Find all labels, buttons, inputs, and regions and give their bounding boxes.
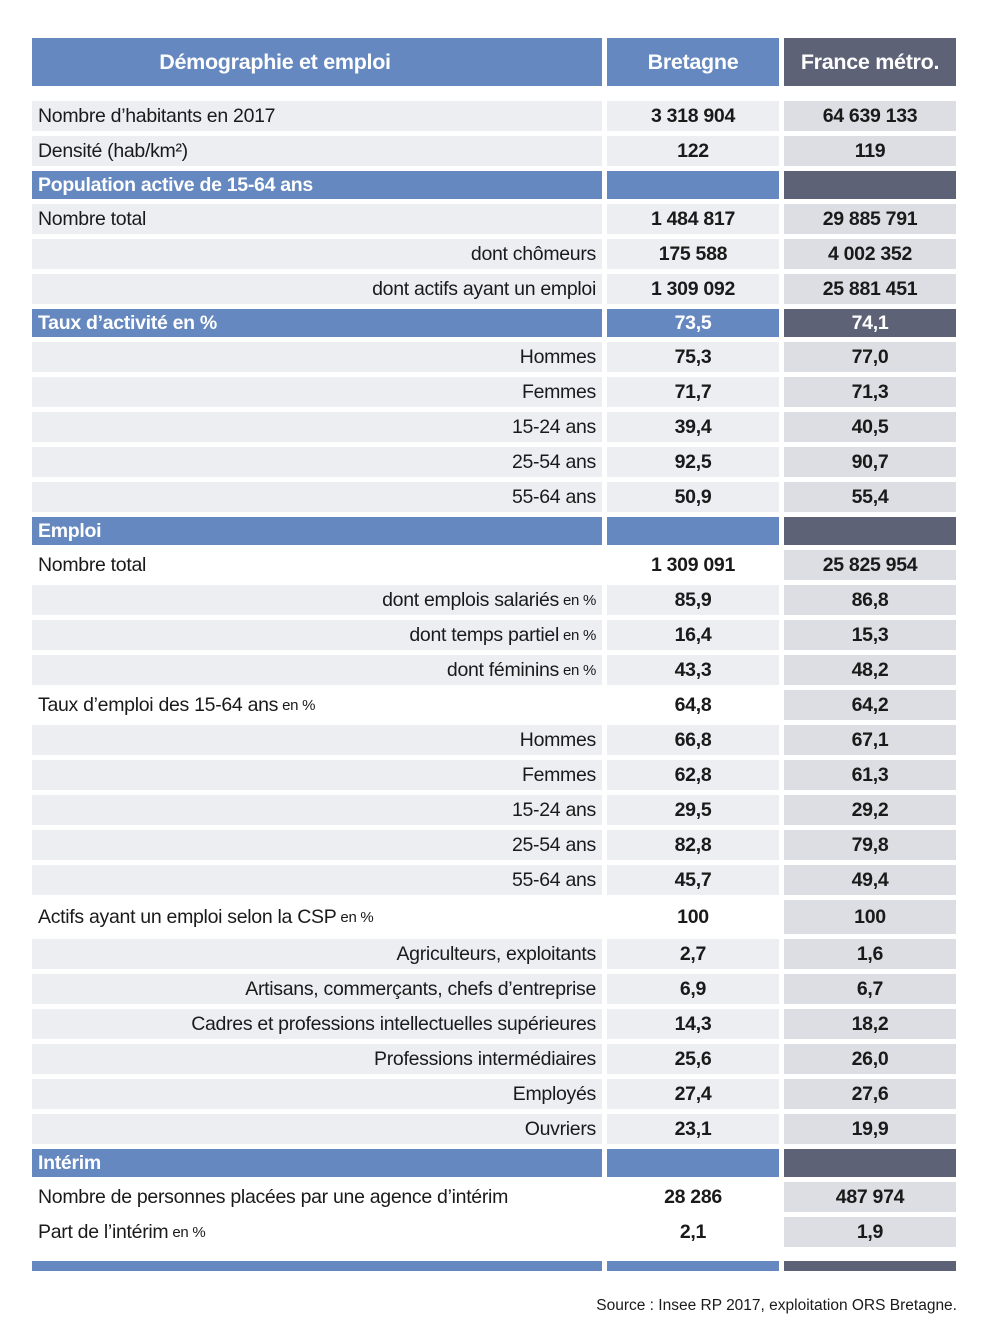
france-value: 26,0 [784, 1044, 956, 1074]
bretagne-value: 29,5 [607, 795, 779, 825]
row-label-text: Employés [512, 1082, 596, 1105]
bretagne-value: 27,4 [607, 1079, 779, 1109]
table-row [32, 1009, 956, 1039]
row-label [32, 690, 602, 720]
table-row [32, 760, 956, 790]
row-label [32, 974, 602, 1004]
table-row [32, 1114, 956, 1144]
table-row [32, 795, 956, 825]
bretagne-value: 73,5 [607, 309, 779, 337]
column-header-france: France métro. [784, 38, 956, 86]
bretagne-value [607, 517, 779, 545]
row-label-text: Nombre total [38, 553, 147, 576]
row-label [32, 1114, 602, 1144]
table-row [32, 1217, 956, 1247]
table-row [32, 101, 956, 131]
row-label-text: Taux d’activité en % [38, 311, 217, 334]
bretagne-value: 75,3 [607, 342, 779, 372]
table-row [32, 830, 956, 860]
row-label-text: Professions intermédiaires [374, 1047, 596, 1070]
france-value: 40,5 [784, 412, 956, 442]
bretagne-value: 122 [607, 136, 779, 166]
france-value [784, 171, 956, 199]
table-row [32, 550, 956, 580]
table-row [32, 482, 956, 512]
row-label-text: 55-64 ans [511, 485, 596, 508]
table-row [32, 939, 956, 969]
bretagne-value [607, 171, 779, 199]
table-row [32, 1182, 956, 1212]
bretagne-value: 43,3 [607, 655, 779, 685]
france-value: 29,2 [784, 795, 956, 825]
france-value: 4 002 352 [784, 239, 956, 269]
footer-bar-label [32, 1261, 602, 1271]
table-footer-bar [32, 1261, 956, 1271]
france-value [784, 517, 956, 545]
france-value: 71,3 [784, 377, 956, 407]
bretagne-value: 100 [607, 900, 779, 934]
table-row [32, 274, 956, 304]
bretagne-value: 85,9 [607, 585, 779, 615]
bretagne-value: 16,4 [607, 620, 779, 650]
row-label-text: Femmes [521, 763, 596, 786]
row-label [32, 377, 602, 407]
table-row [32, 239, 956, 269]
row-label-text: Artisans, commerçants, chefs d’entreprise [245, 977, 596, 1000]
row-label [32, 760, 602, 790]
row-unit: en % [340, 908, 374, 926]
section-row [32, 517, 956, 545]
bretagne-value: 39,4 [607, 412, 779, 442]
france-value: 74,1 [784, 309, 956, 337]
row-label-text: Taux d’emploi des 15-64 ans [38, 693, 279, 716]
row-label-text: Intérim [38, 1151, 101, 1174]
row-label-text: 55-64 ans [511, 868, 596, 891]
row-label-text: Part de l’intérim [38, 1220, 169, 1243]
bretagne-value: 6,9 [607, 974, 779, 1004]
row-unit: en % [563, 591, 596, 609]
table-row [32, 204, 956, 234]
row-label-text: Emploi [38, 519, 102, 542]
row-label [32, 1217, 602, 1247]
row-label [32, 101, 602, 131]
row-label-text: dont emplois salariés [382, 588, 559, 611]
table-row [32, 725, 956, 755]
row-label [32, 447, 602, 477]
table-row [32, 865, 956, 895]
table-body [32, 101, 956, 1247]
section-label [32, 171, 602, 199]
row-label [32, 655, 602, 685]
france-value: 25 881 451 [784, 274, 956, 304]
france-value: 90,7 [784, 447, 956, 477]
section-row [32, 171, 956, 199]
table-header-row [32, 38, 956, 86]
france-value: 1,6 [784, 939, 956, 969]
table-title: Démographie et emploi [32, 38, 602, 86]
row-label [32, 725, 602, 755]
france-value: 55,4 [784, 482, 956, 512]
bretagne-value: 62,8 [607, 760, 779, 790]
table-row [32, 900, 956, 934]
france-value: 49,4 [784, 865, 956, 895]
row-label [32, 482, 602, 512]
row-label [32, 900, 602, 934]
row-label [32, 795, 602, 825]
row-unit: en % [282, 696, 316, 714]
table-row [32, 342, 956, 372]
bretagne-value: 66,8 [607, 725, 779, 755]
row-label-text: dont féminins [446, 658, 559, 681]
bretagne-value: 50,9 [607, 482, 779, 512]
row-label-text: Nombre de personnes placées par une agence d’intérim [38, 1185, 509, 1208]
table-row [32, 620, 956, 650]
row-label-text: 25-54 ans [511, 833, 596, 856]
row-unit: en % [172, 1223, 206, 1241]
bretagne-value: 82,8 [607, 830, 779, 860]
france-value: 77,0 [784, 342, 956, 372]
row-label [32, 1044, 602, 1074]
table-row [32, 690, 956, 720]
row-label-text: dont chômeurs [470, 242, 596, 265]
row-label [32, 830, 602, 860]
bretagne-value: 71,7 [607, 377, 779, 407]
france-value: 1,9 [784, 1217, 956, 1247]
france-value: 15,3 [784, 620, 956, 650]
france-value: 100 [784, 900, 956, 934]
row-label-text: Nombre d’habitants en 2017 [38, 104, 276, 127]
bretagne-value: 1 309 091 [607, 550, 779, 580]
row-label-text: 15-24 ans [511, 798, 596, 821]
france-value: 48,2 [784, 655, 956, 685]
row-label [32, 136, 602, 166]
france-value: 61,3 [784, 760, 956, 790]
table-row [32, 655, 956, 685]
row-label [32, 1182, 602, 1212]
row-label-text: Actifs ayant un emploi selon la CSP [38, 905, 337, 928]
row-label [32, 412, 602, 442]
bretagne-value: 2,1 [607, 1217, 779, 1247]
row-label [32, 550, 602, 580]
section-label [32, 517, 602, 545]
row-label-text: Population active de 15-64 ans [38, 173, 313, 196]
row-label [32, 239, 602, 269]
row-label-text: Hommes [519, 345, 596, 368]
table-row [32, 974, 956, 1004]
bretagne-value: 23,1 [607, 1114, 779, 1144]
row-label-text: Cadres et professions intellectuelles supérieures [191, 1012, 596, 1035]
table-row [32, 412, 956, 442]
row-label-text: Ouvriers [524, 1117, 596, 1140]
france-value: 64,2 [784, 690, 956, 720]
row-label-text: dont actifs ayant un emploi [372, 277, 596, 300]
bretagne-value: 1 309 092 [607, 274, 779, 304]
source-note: Source : Insee RP 2017, exploitation ORS Bretagne. [596, 1297, 957, 1314]
bretagne-value: 64,8 [607, 690, 779, 720]
row-label [32, 865, 602, 895]
row-unit: en % [563, 661, 596, 679]
france-value: 18,2 [784, 1009, 956, 1039]
row-label [32, 274, 602, 304]
row-label [32, 585, 602, 615]
bretagne-value: 14,3 [607, 1009, 779, 1039]
section-label [32, 1149, 602, 1177]
france-value: 19,9 [784, 1114, 956, 1144]
bretagne-value: 2,7 [607, 939, 779, 969]
table-row [32, 377, 956, 407]
france-value: 27,6 [784, 1079, 956, 1109]
table-row [32, 585, 956, 615]
row-label-text: Nombre total [38, 207, 147, 230]
row-label [32, 342, 602, 372]
france-value: 86,8 [784, 585, 956, 615]
bretagne-value [607, 1149, 779, 1177]
row-label [32, 1079, 602, 1109]
table-row [32, 136, 956, 166]
france-value: 487 974 [784, 1182, 956, 1212]
france-value [784, 1149, 956, 1177]
row-label [32, 620, 602, 650]
france-value: 79,8 [784, 830, 956, 860]
row-label-text: Agriculteurs, exploitants [396, 942, 596, 965]
row-label [32, 1009, 602, 1039]
row-label-text: 15-24 ans [511, 415, 596, 438]
bretagne-value: 45,7 [607, 865, 779, 895]
france-value: 64 639 133 [784, 101, 956, 131]
france-value: 29 885 791 [784, 204, 956, 234]
section-row [32, 309, 956, 337]
section-label [32, 309, 602, 337]
row-label [32, 204, 602, 234]
bretagne-value: 3 318 904 [607, 101, 779, 131]
bretagne-value: 25,6 [607, 1044, 779, 1074]
france-value: 6,7 [784, 974, 956, 1004]
table-row [32, 1079, 956, 1109]
row-label-text: 25-54 ans [511, 450, 596, 473]
column-header-bretagne: Bretagne [607, 38, 779, 86]
row-label-text: dont temps partiel [409, 623, 559, 646]
row-unit: en % [563, 626, 596, 644]
bretagne-value: 1 484 817 [607, 204, 779, 234]
bretagne-value: 28 286 [607, 1182, 779, 1212]
france-value: 67,1 [784, 725, 956, 755]
row-label-text: Femmes [521, 380, 596, 403]
france-value: 25 825 954 [784, 550, 956, 580]
bretagne-value: 175 588 [607, 239, 779, 269]
section-row [32, 1149, 956, 1177]
row-label-text: Hommes [519, 728, 596, 751]
footer-bar-france [784, 1261, 956, 1271]
row-label [32, 939, 602, 969]
table-row [32, 447, 956, 477]
table-row [32, 1044, 956, 1074]
row-label-text: Densité (hab/km²) [38, 139, 188, 162]
france-value: 119 [784, 136, 956, 166]
footer-bar-bretagne [607, 1261, 779, 1271]
demographics-employment-table [32, 38, 956, 1276]
bretagne-value: 92,5 [607, 447, 779, 477]
